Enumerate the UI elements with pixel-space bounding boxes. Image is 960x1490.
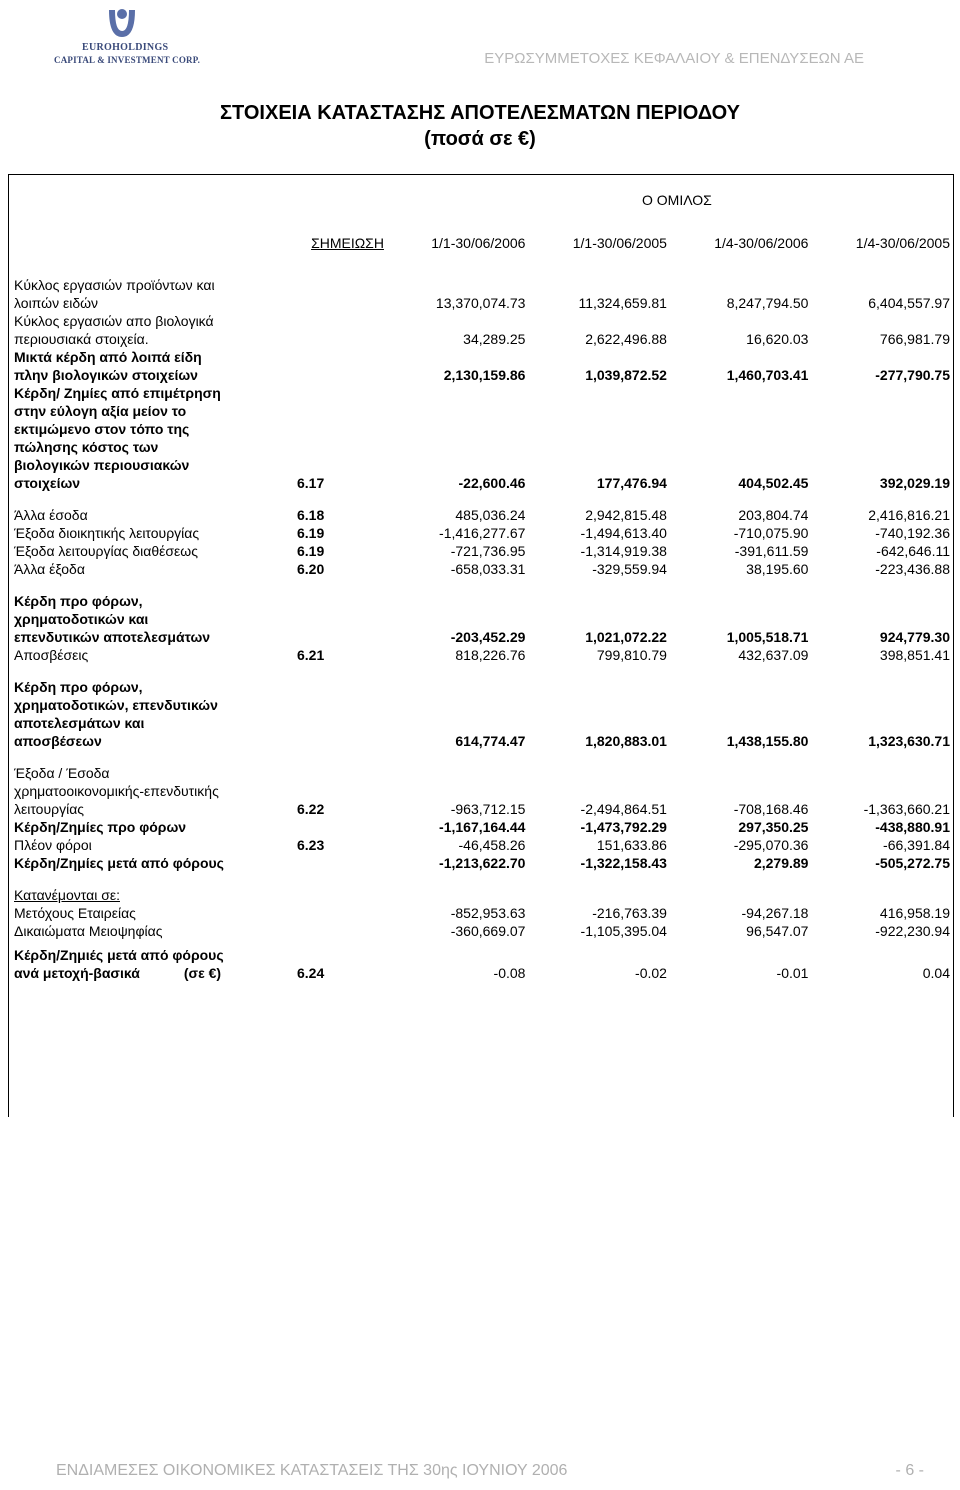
row-value-period-2: -329,559.94 (592, 561, 667, 577)
row-note (297, 348, 388, 384)
table-row (14, 764, 954, 818)
table-row (14, 384, 954, 492)
row-label (14, 922, 297, 940)
row-value-period-4: -642,646.11 (876, 543, 950, 559)
row-label-text: Κατανέμονται σε: (14, 887, 120, 903)
row-note: 6.21 (297, 647, 325, 663)
row-value-period-2: 2,942,815.48 (585, 507, 667, 523)
row-note: 6.20 (297, 561, 325, 577)
row-value-period-3: 96,547.07 (746, 923, 809, 939)
row-value-period-1: -963,712.15 (450, 801, 526, 817)
header-period-2: 1/1-30/06/2005 (572, 235, 667, 251)
row-value-period-3: 203,804.74 (738, 507, 809, 523)
row-label-text: Κέρδη/Ζημίες μετά από φόρους (14, 855, 224, 871)
row-label (14, 524, 297, 542)
row-value-period-1: -852,953.63 (450, 905, 526, 921)
row-value-period-1: -360,669.07 (450, 923, 526, 939)
row-value-period-1: -203,452.29 (450, 629, 526, 645)
table-row (14, 524, 954, 542)
table-row (14, 560, 954, 578)
row-label (14, 384, 297, 492)
row-value-period-1: -1,416,277.67 (439, 525, 526, 541)
row-label (14, 592, 297, 646)
spacer-row (14, 750, 954, 764)
row-note (297, 922, 388, 940)
row-label-text: Κύκλος εργασιών απο βιολογικά περιουσιακά στοιχεία. (14, 313, 214, 347)
row-note (297, 904, 388, 922)
row-value-period-3: -708,168.46 (733, 801, 809, 817)
row-value-period-1: 614,774.47 (455, 733, 526, 749)
row-value-period-2: -1,473,792.29 (580, 819, 667, 835)
column-headers (14, 234, 954, 252)
row-value-period-2 (529, 886, 671, 904)
row-note: 6.19 (297, 543, 325, 559)
row-value-period-2: -2,494,864.51 (580, 801, 667, 817)
row-value-period-2: -1,322,158.43 (580, 855, 667, 871)
row-value-period-1: 13,370,074.73 (435, 295, 526, 311)
row-value-period-1: 2,130,159.86 (443, 367, 526, 383)
row-value-period-4: 6,404,557.97 (868, 295, 950, 311)
table-row (14, 886, 954, 904)
row-value-period-4: 924,779.30 (879, 629, 950, 645)
row-label-text: Κύκλος εργασιών προϊόντων και λοιπών ειδών (14, 277, 215, 311)
row-note (297, 678, 388, 750)
table-row (14, 506, 954, 524)
row-value-period-3: 1,005,518.71 (726, 629, 809, 645)
row-label-text: Κέρδη προ φόρων, χρηματοδοτικών, επενδυτικών αποτελεσμάτων και αποσβέσεων (14, 679, 218, 749)
table-row (14, 312, 954, 348)
row-value-period-2: 1,820,883.01 (585, 733, 667, 749)
row-value-period-1: -721,736.95 (450, 543, 526, 559)
row-note: 6.24 (297, 965, 325, 981)
row-value-period-3: 16,620.03 (746, 331, 809, 347)
row-note (297, 886, 388, 904)
table-row (14, 922, 954, 940)
row-label (14, 946, 297, 982)
row-value-period-2: 151,633.86 (596, 837, 667, 853)
table-row (14, 836, 954, 854)
header-period-4: 1/4-30/06/2005 (855, 235, 950, 251)
row-value-period-4: -740,192.36 (875, 525, 950, 541)
row-note (297, 818, 388, 836)
row-label-text: Μετόχους Εταιρείας (14, 905, 136, 921)
row-note (297, 276, 388, 312)
row-value-period-3: 404,502.45 (738, 475, 809, 491)
table-row (14, 276, 954, 312)
row-label-text: Έξοδα λειτουργίας διαθέσεως (14, 543, 198, 559)
row-label (14, 506, 297, 524)
company-logo (52, 4, 201, 66)
row-label (14, 886, 297, 904)
row-label-text: Αποσβέσεις (14, 647, 89, 663)
page-number: - 6 - (895, 1462, 924, 1479)
row-value-period-3: 432,637.09 (738, 647, 809, 663)
row-value-period-3: 2,279.89 (753, 855, 809, 871)
row-label-text: Κέρδη/ Ζημίες από επιμέτρηση στην εύλογη αξία μείον το εκτιμώμενο στον τόπο της πώλησης κόστος των βιολογικών περιουσιακών στοιχείων (14, 385, 221, 491)
row-value-period-1: 34,289.25 (463, 331, 526, 347)
row-label-text: Άλλα έξοδα (14, 561, 85, 577)
row-note: 6.22 (297, 801, 325, 817)
row-value-period-1: -0.08 (493, 965, 526, 981)
group-label: Ο ΟΜΙΛΟΣ (642, 192, 712, 208)
row-value-period-4: 2,416,816.21 (868, 507, 950, 523)
row-note: 6.19 (297, 525, 325, 541)
income-statement-table (14, 276, 954, 982)
row-label (14, 764, 297, 818)
row-value-period-2: 11,324,659.81 (578, 295, 667, 311)
row-value-period-2: 177,476.94 (596, 475, 667, 491)
table-row (14, 904, 954, 922)
row-value-period-3: 1,438,155.80 (726, 733, 809, 749)
header-period-3: 1/4-30/06/2006 (714, 235, 809, 251)
row-value-period-3: -295,070.36 (733, 837, 809, 853)
table-row (14, 818, 954, 836)
row-value-period-4: 0.04 (922, 965, 950, 981)
row-value-period-3: -0.01 (776, 965, 809, 981)
row-value-period-3: 297,350.25 (738, 819, 809, 835)
table-row (14, 646, 954, 664)
company-name: ΕΥΡΩΣΥΜΜΕΤΟΧΕΣ ΚΕΦΑΛΑΙΟΥ & ΕΠΕΝΔΥΣΕΩΝ ΑΕ (484, 50, 864, 67)
row-value-period-1: 818,226.76 (455, 647, 526, 663)
table-row (14, 854, 954, 872)
row-value-period-2: 2,622,496.88 (585, 331, 667, 347)
row-value-period-4: -66,391.84 (883, 837, 950, 853)
row-label (14, 904, 297, 922)
row-value-period-2: -1,314,919.38 (580, 543, 667, 559)
row-label (14, 560, 297, 578)
row-note: 6.17 (297, 475, 325, 491)
footer-text: ΕΝΔΙΑΜΕΣΕΣ ΟΙΚΟΝΟΜΙΚΕΣ ΚΑΤΑΣΤΑΣΕΙΣ ΤΗΣ 30ης ΙΟΥΝΙΟΥ 2006 (56, 1462, 568, 1479)
row-value-period-4 (812, 886, 954, 904)
row-value-period-2: -1,494,613.40 (580, 525, 667, 541)
logo-line-1: EUROHOLDINGS (82, 42, 169, 53)
row-label (14, 646, 297, 664)
row-value-period-4: -922,230.94 (875, 923, 950, 939)
row-label-text: Κέρδη προ φόρων, χρηματοδοτικών και επενδυτικών αποτελεσμάτων (14, 593, 211, 645)
row-value-period-4: -438,880.91 (875, 819, 950, 835)
row-value-period-3 (671, 886, 813, 904)
row-label-text: Μικτά κέρδη από λοιπά είδη πλην βιολογικών στοιχείων (14, 349, 202, 383)
row-value-period-3: 38,195.60 (746, 561, 809, 577)
row-value-period-3: 1,460,703.41 (726, 367, 809, 383)
row-value-period-2: 1,021,072.22 (585, 629, 667, 645)
row-label (14, 276, 297, 312)
row-label-unit: (σε €) (183, 965, 222, 981)
row-value-period-1: -658,033.31 (450, 561, 526, 577)
logo-emblem-icon (104, 4, 140, 40)
table-row (14, 592, 954, 646)
row-value-period-4: -223,436.88 (875, 561, 950, 577)
row-value-period-1: -46,458.26 (458, 837, 526, 853)
row-value-period-2: -0.02 (635, 965, 667, 981)
row-note (297, 854, 388, 872)
row-note: 6.23 (297, 837, 325, 853)
row-value-period-3: -391,611.59 (734, 543, 809, 559)
row-label-text: Πλέον φόροι (14, 837, 92, 853)
row-value-period-4: 416,958.19 (879, 905, 950, 921)
row-note (297, 592, 388, 646)
row-label (14, 542, 297, 560)
row-value-period-1: 485,036.24 (455, 507, 526, 523)
spacer-row (14, 872, 954, 886)
row-label-text: Δικαιώματα Μειοψηφίας (14, 923, 163, 939)
row-note: 6.18 (297, 507, 325, 523)
row-label (14, 836, 297, 854)
row-label (14, 854, 297, 872)
table-row (14, 678, 954, 750)
row-value-period-1: -22,600.46 (458, 475, 526, 491)
row-value-period-1 (388, 886, 530, 904)
spacer-row (14, 492, 954, 506)
logo-line-2: CAPITAL & INVESTMENT CORP. (54, 55, 201, 65)
header-period-1: 1/1-30/06/2006 (431, 235, 526, 251)
row-value-period-4: 392,029.19 (879, 475, 950, 491)
row-label (14, 678, 297, 750)
row-label (14, 312, 297, 348)
spacer-row (14, 578, 954, 592)
row-value-period-2: -216,763.39 (592, 905, 667, 921)
row-value-period-2: 799,810.79 (596, 647, 667, 663)
row-value-period-4: -505,272.75 (875, 855, 950, 871)
header-note: ΣΗΜΕΙΩΣΗ (311, 235, 384, 251)
spacer-row (14, 664, 954, 678)
row-value-period-4: -1,363,660.21 (863, 801, 950, 817)
row-label-text: Άλλα έσοδα (14, 507, 88, 523)
table-row (14, 946, 954, 982)
row-label-text: Έξοδα διοικητικής λειτουργίας (14, 525, 200, 541)
row-value-period-1: -1,213,622.70 (439, 855, 526, 871)
row-label (14, 348, 297, 384)
row-label-text: Κέρδη/Ζημιές μετά από φόρους ανά μετοχή-βασικά (14, 947, 224, 981)
row-label (14, 818, 297, 836)
row-value-period-3: -710,075.90 (733, 525, 809, 541)
row-value-period-1: -1,167,164.44 (439, 819, 526, 835)
page-subtitle: (ποσά σε €) (424, 128, 536, 150)
row-label-text: Έξοδα / Έσοδα χρηματοοικονομικής-επενδυτικής λειτουργίας (14, 765, 219, 817)
row-value-period-2: -1,105,395.04 (580, 923, 667, 939)
row-value-period-4: 398,851.41 (879, 647, 950, 663)
row-value-period-4: 766,981.79 (879, 331, 950, 347)
row-value-period-4: 1,323,630.71 (868, 733, 950, 749)
row-label-text: Κέρδη/Ζημίες προ φόρων (14, 819, 187, 835)
table-row (14, 542, 954, 560)
row-note (297, 312, 388, 348)
row-value-period-2: 1,039,872.52 (585, 367, 667, 383)
row-value-period-3: 8,247,794.50 (726, 295, 809, 311)
table-row (14, 348, 954, 384)
row-value-period-4: -277,790.75 (875, 367, 950, 383)
row-value-period-3: -94,267.18 (741, 905, 809, 921)
page-title: ΣΤΟΙΧΕΙΑ ΚΑΤΑΣΤΑΣΗΣ ΑΠΟΤΕΛΕΣΜΑΤΩΝ ΠΕΡΙΟΔΟΥ (220, 102, 740, 124)
